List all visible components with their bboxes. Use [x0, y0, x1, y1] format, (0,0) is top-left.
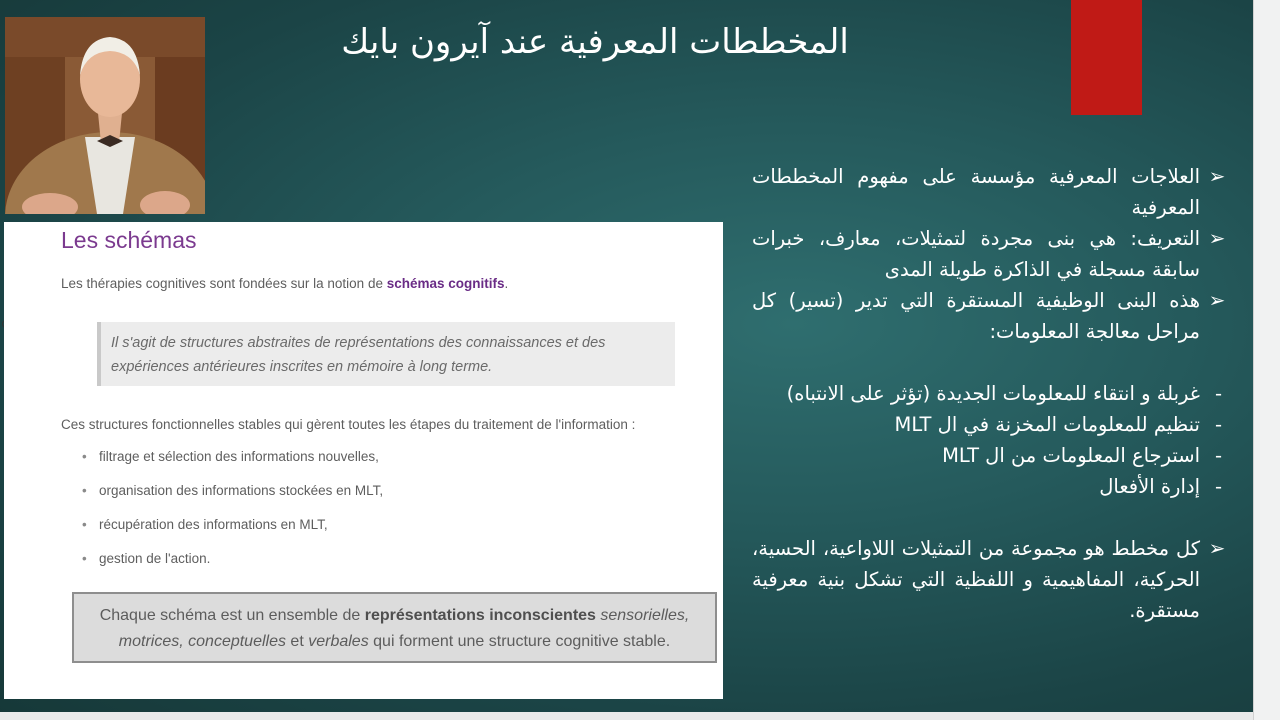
- box-italic-text: sensorielles,: [595, 607, 690, 624]
- arrow-bullet-icon: ➢: [1208, 288, 1226, 312]
- arabic-bullet-text: هذه البنى الوظيفية المستقرة التي تدير (تسير) كل مراحل معالجة المعلومات:: [752, 289, 1200, 343]
- french-list-item: • récupération des informations en MLT,: [82, 517, 383, 551]
- arabic-subitem-text: إدارة الأفعال: [1099, 475, 1200, 498]
- box-italic-text: verbales: [308, 633, 369, 650]
- dash-bullet-icon: -: [1214, 444, 1222, 467]
- arabic-bullet: [752, 161, 1230, 223]
- accent-red-bar: [1071, 0, 1142, 115]
- french-lead-text: Ces structures fonctionnelles stables qui gèrent toutes les étapes du traitement de l'information :: [61, 417, 636, 432]
- arabic-subitem: [752, 409, 1230, 440]
- french-list-item: • gestion de l'action.: [82, 551, 383, 585]
- arabic-bullet: [752, 223, 1230, 285]
- arabic-subitem: [752, 440, 1230, 471]
- dash-bullet-icon: -: [1214, 413, 1222, 436]
- box-italic-text: motrices, conceptuelles: [118, 633, 286, 650]
- arabic-bullet: [752, 533, 1230, 626]
- arabic-bullet: [752, 285, 1230, 347]
- french-quote-line: Il s'agit de structures abstraites de représentations des connaissances et des: [111, 335, 606, 351]
- french-quote-box: [97, 322, 675, 386]
- arrow-bullet-icon: ➢: [1208, 536, 1226, 560]
- arabic-subitem-text: استرجاع المعلومات من ال MLT: [942, 444, 1200, 467]
- box-text: et: [285, 633, 309, 650]
- box-text: qui forment une structure cognitive stable.: [368, 633, 671, 650]
- french-summary-box: [72, 592, 717, 663]
- french-list-item: • organisation des informations stockées en MLT,: [82, 483, 383, 517]
- arabic-subitem-text: غربلة و انتقاء للمعلومات الجديدة (تؤثر على الانتباه): [786, 382, 1200, 405]
- arabic-bullet-text: العلاجات المعرفية مؤسسة على مفهوم المخططات المعرفية: [752, 165, 1200, 219]
- arabic-subitem: [752, 471, 1230, 502]
- french-schemas-image: [4, 222, 723, 699]
- french-intro-text: Les thérapies cognitives sont fondées sur la notion de: [61, 276, 383, 291]
- arabic-bullet-text: كل مخطط هو مجموعة من التمثيلات اللاواعية، الحسية، الحركية، المفاهيمية و اللفظية التي تشكل بنية معرفية مستقرة.: [752, 537, 1200, 622]
- arabic-subitem: [752, 378, 1230, 409]
- arabic-content: [752, 161, 1230, 626]
- person-portrait-icon: [5, 17, 205, 214]
- arabic-subitem-text: تنظيم للمعلومات المخزنة في ال MLT: [894, 413, 1200, 436]
- arrow-bullet-icon: ➢: [1208, 164, 1226, 188]
- dash-bullet-icon: -: [1214, 475, 1222, 498]
- french-title: Les schémas: [61, 227, 197, 253]
- dash-bullet-icon: -: [1214, 382, 1222, 405]
- window-bottom-edge: [0, 712, 1253, 720]
- french-intro: [61, 276, 508, 291]
- box-bold-text: représentations inconscientes: [364, 607, 596, 624]
- slide-title: المخططات المعرفية عند آيرون بايك: [341, 22, 849, 62]
- box-text: Chaque schéma est un ensemble de: [99, 607, 365, 624]
- arabic-bullet-text: التعريف: هي بنى مجردة لتمثيلات، معارف، خبرات سابقة مسجلة في الذاكرة طويلة المدى: [752, 227, 1200, 281]
- french-intro-highlight: schémas cognitifs: [386, 276, 505, 291]
- french-bullet-list: [82, 449, 383, 585]
- french-list-item: • filtrage et sélection des informations nouvelles,: [82, 449, 383, 483]
- french-quote-line: expériences antérieures inscrites en mémoire à long terme.: [111, 359, 493, 375]
- french-intro-end: .: [504, 276, 509, 291]
- arrow-bullet-icon: ➢: [1208, 226, 1226, 250]
- window-right-edge: [1253, 0, 1280, 720]
